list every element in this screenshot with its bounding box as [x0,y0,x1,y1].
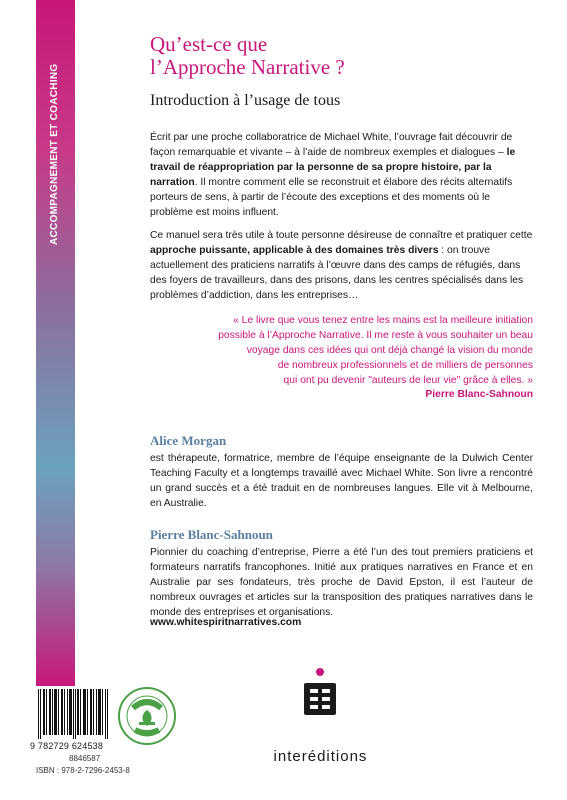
author-1-bio: est thérapeute, formatrice, membre de l’équipe enseignante de la Dulwich Center Teaching Faculty et a longtemps travaillé avec Michael White. Son livre a rencontré un grand succès et a été traduit en de nombreuses langues. Elle vit à Melbourne, en Australie. [150,453,533,509]
author-2-name: Pierre Blanc-Sahnoun [150,527,273,542]
p1-text-c: . Il montre comment elle se reconstruit et élabore des récits alternatifs porteurs de sens, à partir de l’écoute des exceptions et des moments où le problème est moins influent. [150,177,513,218]
author-2-bio: Pionnier du coaching d’entreprise, Pierre a été l’un des tout premiers praticiens et formateurs narratifs francophones. Initié aux pratiques narratives en France et en Australie par ses fondateurs, très proche de David Epston, il est l’auteur de nombreux ouvrages et articles sur la transposition des pratiques narratives dans le monde des entreprises et organisations. [150,547,533,618]
p1-text-a: Écrit par une proche collaboratrice de Michael White, l’ouvrage fait découvrir de façon remarquable et vivante – à l’aide de nombreux exemples et dialogues – [150,132,513,158]
website-link[interactable]: www.whitespiritnarratives.com [150,617,302,628]
product-code: 8846587 [69,754,101,763]
quote-line: de nombreux professionnels et de milliers de personnes [277,360,533,371]
author-1-name: Alice Morgan [150,433,227,448]
p2-text-c: : on trouve actuellement des praticiens narratifs à l’œuvre dans des camps de réfugiés, dans des foyers de travailleurs, dans des prisons, dans les centres spécialisés dans les problèmes d’addiction, dans les entreprises… [150,245,524,301]
title-line-2: l’Approche Narrative ? [150,55,345,79]
quote-line: voyage dans ces idées qui ont déjà changé la vision du monde [246,345,533,356]
p2-text-a: Ce manuel sera très utile à toute personne désireuse de connaître et pratiquer cette [150,230,533,241]
description-paragraph-1 [150,130,533,220]
publisher-logo-icon [303,682,337,716]
printed-in-france-badge [117,686,177,746]
publisher-name: interéditions [273,748,368,765]
description-paragraph-2 [150,228,533,303]
title-line-1: Qu’est-ce que [150,32,268,56]
quote-line: possible à l’Approche Narrative. Il me reste à vous souhaiter un beau [218,330,533,341]
isbn-number: ISBN : 978-2-7296-2453-8 [36,766,130,775]
book-subtitle: Introduction à l’usage de tous [150,92,341,109]
endorsement-quote [150,313,533,388]
p1-text-bold: le travail de réappropriation par la personne de sa propre histoire, par la narration [150,147,516,188]
quote-line: « Le livre que vous tenez entre les mains est la meilleure initiation [233,315,533,326]
p2-text-bold: approche puissante, applicable à des domaines très divers [150,245,439,256]
barcode-image [36,689,111,739]
publisher-dot [316,668,324,676]
barcode-digits: 9 782729 624538 [30,741,104,751]
quote-line: qui ont pu devenir "auteurs de leur vie" grâce à elles. » [283,375,533,386]
book-title [150,33,530,79]
quote-author: Pierre Blanc-Sahnoun [425,389,533,400]
collection-label-text: ACCOMPAGNEMENT ET COACHING [49,63,60,245]
